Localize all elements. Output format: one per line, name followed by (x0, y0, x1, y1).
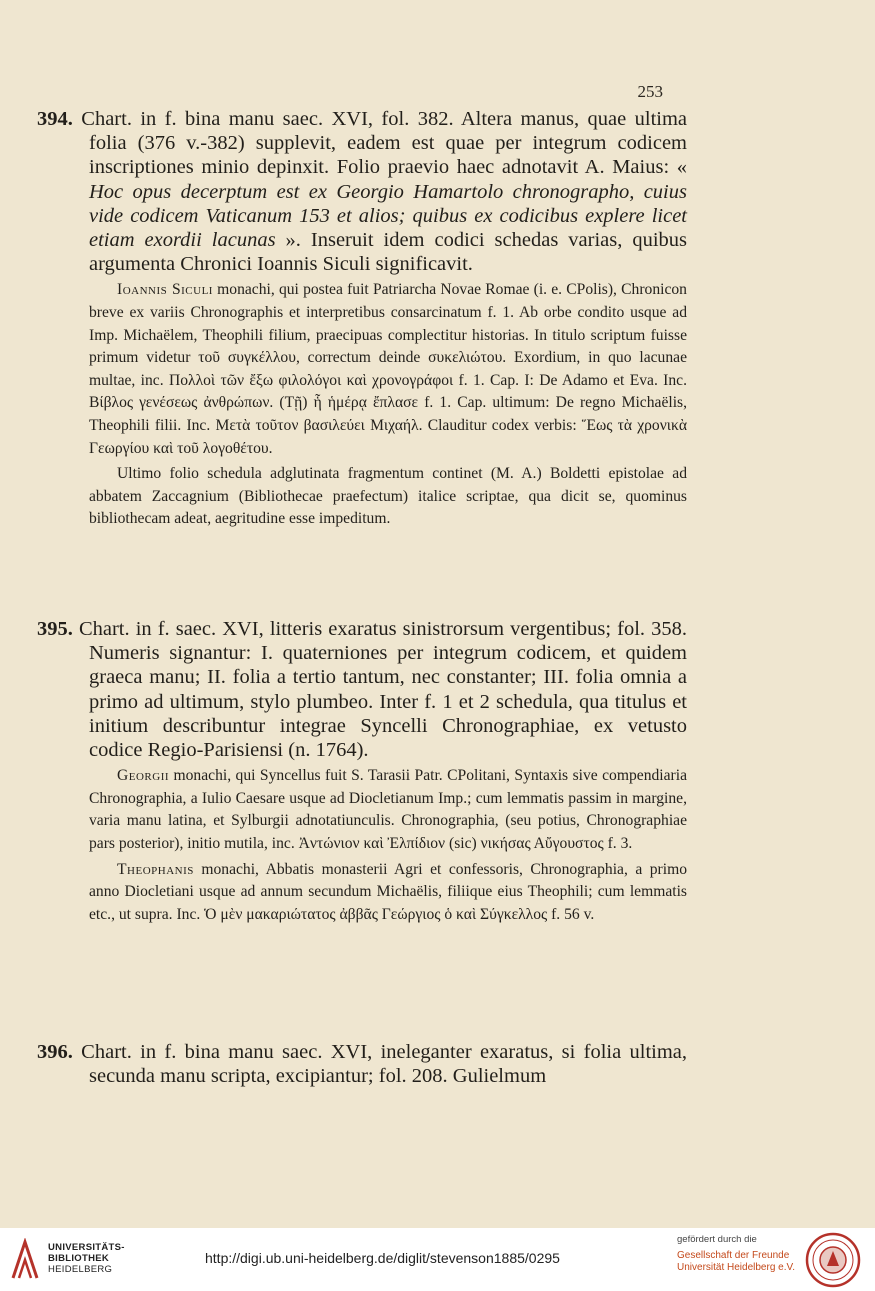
entry-395-content-1 (37, 765, 687, 855)
society-name-line: Universität Heidelberg e.V. (677, 1262, 796, 1273)
society-name (677, 1250, 795, 1274)
society-name-line: Gesellschaft der Freunde (677, 1250, 790, 1261)
content-text: monachi, qui postea fuit Patriarcha Novae Romae (i. e. CPolis), Chronicon breve ex variis Chronographis et interpretibus consarcinatum f. 1. Ab orbe condito usque ad Imp. Michaëlem, Theophili filium, praecipuas complectitur historias. In titulo scriptum fuisse primum videtur τοῦ συγκέλλου, correctum deinde συκελιώτου. Exordium, in quo lacunae multae, inc. Πολλοὶ τῶν ἔξω φιλολόγοι καὶ χρονογράφοι f. 1. Cap. I: De Adamo et Eva. Inc. Βίβλος γενέσεως ἀνθρώπων. (Τῇ) ἧ ἡμέρᾳ ἔπλασε f. 1. Cap. ultimum: De regno Michaëlis, Theophili filii. Inc. Μετὰ τοῦτον βασιλεύει Μιχαήλ. Clauditur codex verbis: Ἕως τὰ χρονικὰ Γεωργίου καὶ τοῦ λογοθέτου. (89, 281, 687, 457)
library-name (48, 1242, 125, 1275)
entry-number: 395. (37, 618, 73, 640)
entry-quote: Hoc opus decerptum est ex Georgio Hamartolo chronographo, cuius vide codicem Vaticanum 153 et alios; quibus ex codicibus explere licet etiam exordii lacunas (89, 180, 687, 252)
entry-text: Chart. in f. bina manu saec. XVI, fol. 382. Altera manus, quae ultima folia (376 v.-382) supplevit, eadem est quae per integrum codicem inscriptiones minio depinxit. Folio praevio haec adnotavit A. Maius: « (72, 108, 687, 179)
author-name: Ioannis Siculi (117, 281, 213, 299)
page-number: 253 (637, 82, 663, 101)
entry-text: Chart. in f. bina manu saec. XVI, ineleganter exaratus, si folia ultima, secunda manu scripta, excipiantur; fol. 208. Gulielmum (72, 1041, 687, 1088)
author-name: Georgii (117, 767, 170, 785)
library-name-line: UNIVERSITÄTS- (48, 1242, 125, 1253)
entry-394-content-1 (37, 279, 687, 460)
university-library-logo-icon (10, 1238, 40, 1282)
footer-bar (0, 1228, 875, 1291)
entry-text: ». Inseruit idem codici schedas varias, quibus argumenta Chronici Ioannis Siculi significavit. (89, 229, 687, 276)
author-name: Theophanis (117, 860, 194, 878)
entry-text: Chart. in f. saec. XVI, litteris exaratus sinistrorsum vergentibus; fol. 358. Numeris signantur: I. quaterniones per integrum codicem, et quidem graeca manu; II. folia a tertio tantum, nec constanter; III. folia omnia a primo ad ultimum, stylo plumbeo. Inter f. 1 et 2 schedula, qua titulus et initium describuntur integrae Syncelli Chronographiae, ex vetusto codice Regio-Parisiensi (n. 1764). (72, 618, 687, 762)
permalink-url[interactable]: http://digi.ub.uni-heidelberg.de/diglit/stevenson1885/0295 (205, 1250, 560, 1266)
entry-number: 396. (37, 1041, 73, 1063)
entry-394-content-2: Ultimo folio schedula adglutinata fragmentum continet (M. A.) Boldetti epistolae ad abbatem Zaccagnium (Bibliothecae praefectum) italice scriptae, qua dicit se, quominus bibliothecam adeat, aegritudine esse impeditum. (89, 465, 687, 528)
university-seal-icon (805, 1232, 861, 1288)
entry-395-content-2 (37, 859, 687, 927)
entry-number: 394. (37, 108, 73, 130)
funded-by-label: gefördert durch die (677, 1234, 757, 1245)
entry-396 (37, 1040, 687, 1088)
content-text: monachi, qui Syncellus fuit S. Tarasii Patr. CPolitani, Syntaxis sive compendiaria Chronographia, a Iulio Caesare usque ad Diocletianum Imp.; cum lemmatis passim in margine, varia manu latina, et Sylburgii adnotatiunculis. Chronographia, (seu potius, Chronographiae pars posterior), initio mutila, inc. Ἀντώνιον καὶ Ἐλπίδιον (sic) νικήσας Αὔγουστος f. 3. (89, 767, 687, 852)
entry-395-description (37, 617, 687, 762)
entry-394-description (37, 107, 687, 276)
entry-394 (37, 107, 687, 531)
library-name-line: HEIDELBERG (48, 1264, 113, 1275)
content-text: monachi, Abbatis monasterii Agri et confessoris, Chronographia, a primo anno Diocletiani usque ad annum secundum Michaëlis, filiique eius Theophili; cum lemmatis etc., ut supra. Inc. Ὁ μὲν μακαριώτατος ἀββᾶς Γεώργιος ὁ καὶ Σύγκελλος f. 56 v. (89, 860, 687, 923)
library-name-line: BIBLIOTHEK (48, 1253, 110, 1264)
entry-396-description (37, 1040, 687, 1088)
entry-395 (37, 617, 687, 926)
